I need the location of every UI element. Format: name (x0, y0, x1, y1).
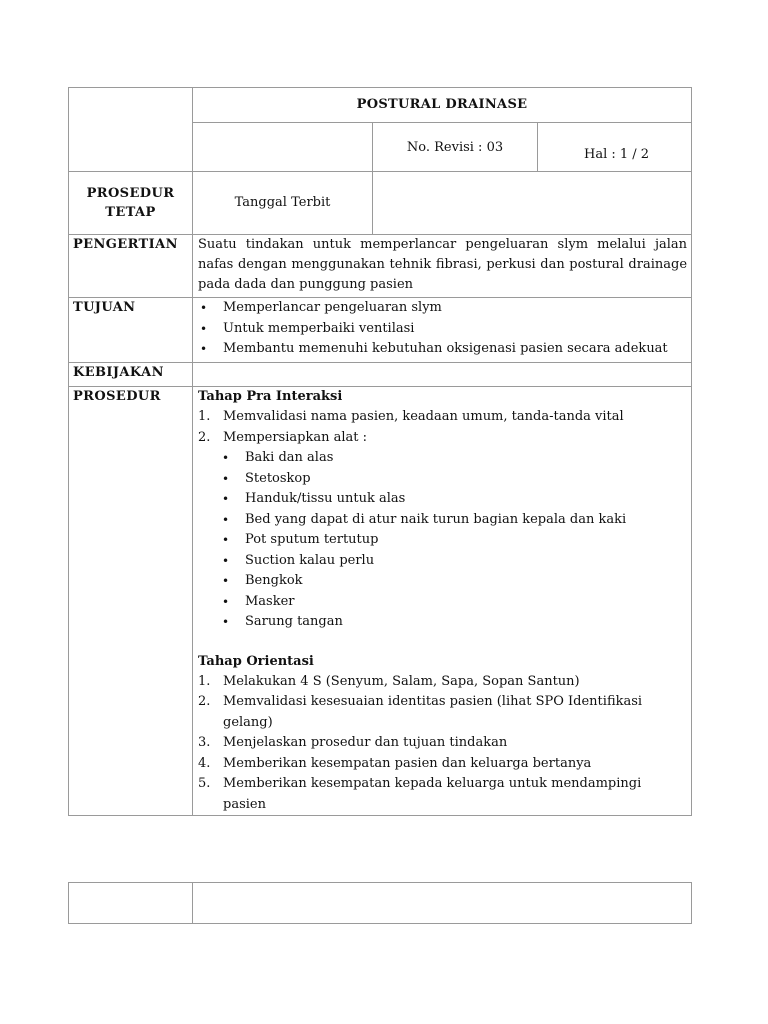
continuation-table (68, 882, 692, 924)
prosedur-tetap-line1: PROSEDUR (86, 186, 175, 201)
list-item: • Pot sputum tertutup (198, 530, 687, 551)
list-item: • Bed yang dapat di atur naik turun bagian kepala dan kaki (198, 510, 687, 531)
prosedur-tetap-label (69, 172, 193, 235)
list-item: • Baki dan alas (198, 448, 687, 469)
prosedur-tetap-line2: TETAP (105, 205, 156, 220)
bullet-icon: • (200, 321, 208, 336)
section-spacer (198, 633, 687, 652)
pengertian-label: PENGERTIAN (69, 235, 193, 298)
pra-interaksi-heading: Tahap Pra Interaksi (198, 389, 343, 404)
list-item: 5. Memberikan kesempatan kepada keluarga untuk mendampingi pasien (198, 776, 642, 812)
prosedur-content (193, 387, 692, 816)
tanggal-terbit-label (193, 172, 373, 235)
empty-header-cell (193, 123, 373, 172)
list-item: 3. Menjelaskan prosedur dan tujuan tindakan (198, 735, 508, 750)
bullet-icon: • (222, 451, 230, 465)
bullet-icon: • (222, 471, 230, 486)
list-item: • Handuk/tissu untuk alas (198, 489, 687, 510)
bullet-icon: • (222, 594, 230, 609)
sop-table (68, 87, 692, 816)
tujuan-list (198, 298, 687, 360)
list-item: • Memperlancar pengeluaran slym (198, 298, 687, 319)
bullet-icon: • (222, 574, 230, 588)
list-item: • Membantu memenuhi kebutuhan oksigenasi pasien secara adekuat (198, 339, 687, 360)
continuation-left-cell (69, 883, 193, 924)
list-item: 2. Mempersiapkan alat : (198, 429, 367, 445)
bullet-icon: • (222, 553, 230, 568)
document-title: POSTURAL DRAINASE (193, 88, 692, 123)
logo-cell (69, 88, 193, 172)
list-item: • Stetoskop (198, 469, 687, 490)
continuation-right-cell (193, 883, 692, 924)
list-item: • Sarung tangan (198, 612, 687, 633)
tujuan-content (193, 298, 692, 363)
alat-list (198, 448, 687, 633)
tujuan-label: TUJUAN (69, 298, 193, 363)
bullet-icon: • (200, 342, 208, 356)
prosedur-label: PROSEDUR (69, 387, 193, 816)
tanggal-terbit-value (373, 172, 692, 235)
list-item: • Masker (198, 592, 687, 613)
pra-interaksi-steps (198, 407, 687, 448)
bullet-icon: • (222, 512, 230, 527)
kebijakan-content (193, 363, 692, 387)
bullet-icon: • (200, 301, 208, 315)
revision-text: No. Revisi : 03 (406, 140, 504, 155)
page-number-text: Hal : 1 / 2 (584, 147, 650, 162)
kebijakan-label: KEBIJAKAN (69, 363, 193, 387)
revision-number (373, 123, 538, 172)
bullet-icon: • (222, 492, 230, 506)
list-item: • Untuk memperbaiki ventilasi (198, 319, 687, 340)
bullet-icon: • (222, 533, 230, 547)
orientasi-heading: Tahap Orientasi (198, 653, 314, 669)
orientasi-steps (198, 672, 687, 816)
page-number (538, 123, 692, 172)
list-item: • Bengkok (198, 571, 687, 592)
list-item: 2. Memvalidasi kesesuaian identitas pasien (lihat SPO Identifikasi gelang) (198, 694, 643, 730)
list-item: 1. Memvalidasi nama pasien, keadaan umum, tanda-tanda vital (198, 409, 624, 424)
pengertian-text: Suatu tindakan untuk memperlancar pengeluaran slym melalui jalan nafas dengan menggunakan tehnik fibrasi, perkusi dan postural drainage pada dada dan punggung pasien (193, 235, 692, 298)
list-item: 1. Melakukan 4 S (Senyum, Salam, Sapa, Sopan Santun) (198, 673, 580, 689)
bullet-icon: • (222, 615, 230, 629)
tanggal-terbit-text: Tanggal Terbit (234, 195, 331, 210)
list-item: • Suction kalau perlu (198, 551, 687, 572)
list-item: 4. Memberikan kesempatan pasien dan keluarga bertanya (198, 755, 592, 771)
